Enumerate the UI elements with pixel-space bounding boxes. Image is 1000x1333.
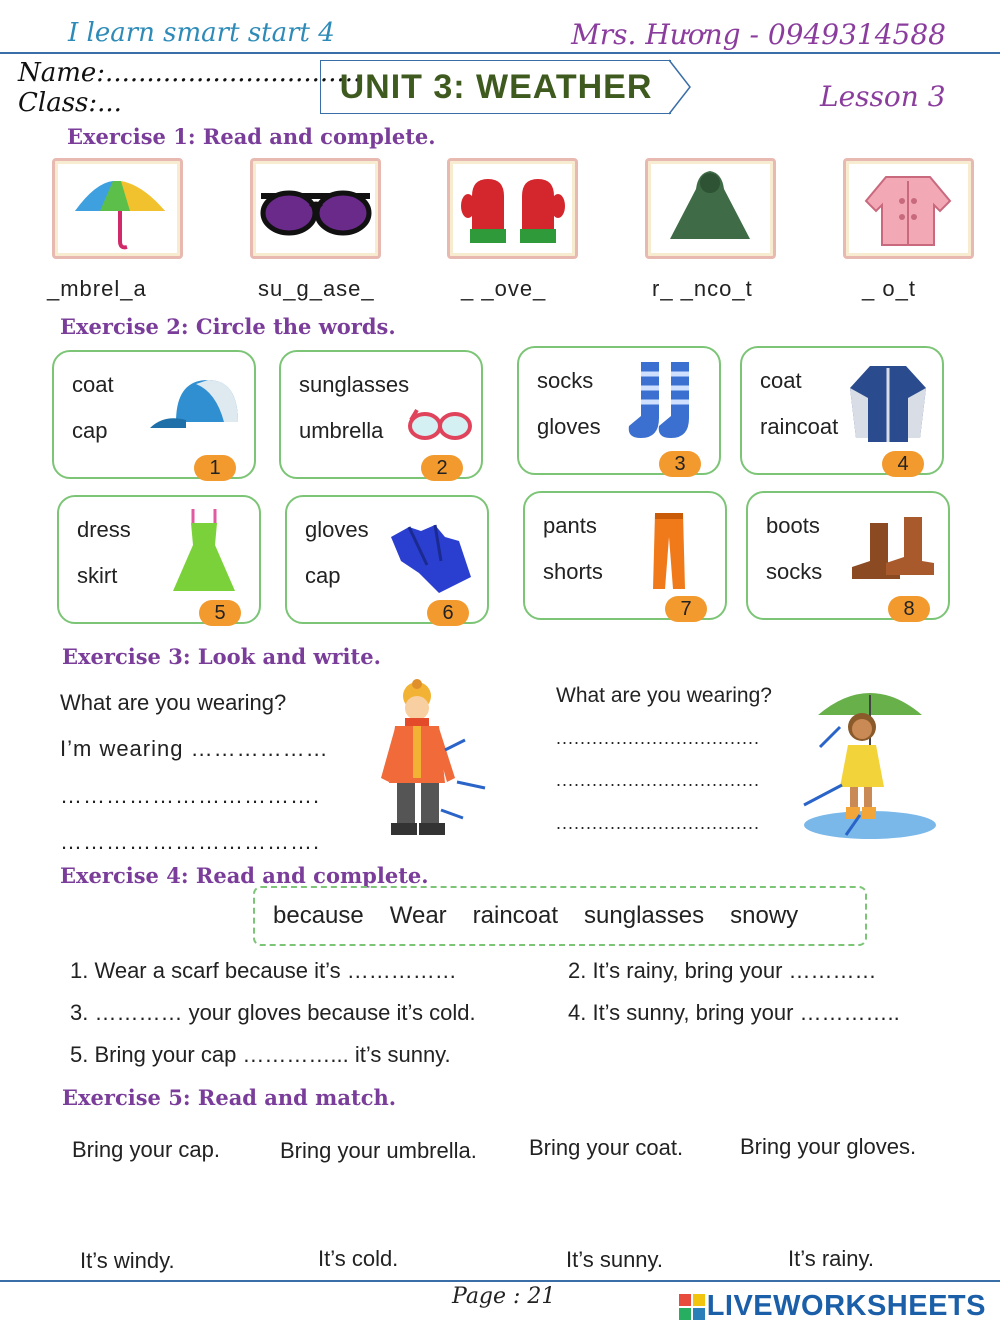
socks-icon: [611, 358, 711, 448]
card-3-number: 3: [659, 451, 701, 477]
rainy-girl-illustration: [800, 675, 940, 840]
class-field-label: Class:...: [18, 88, 122, 118]
boots-icon: [840, 503, 940, 593]
circle-card-5: [57, 495, 261, 624]
card-8-word-b[interactable]: socks: [766, 559, 823, 584]
page-number: Page : 21: [452, 1284, 556, 1309]
match-bottom-3[interactable]: It’s sunny.: [566, 1247, 664, 1272]
cap-icon: [146, 362, 246, 452]
circle-card-4: [740, 346, 944, 475]
ex4-sentence-1[interactable]: 1. Wear a scarf because it’s ……………: [70, 958, 457, 983]
ex4-sentence-2[interactable]: 2. It’s rainy, bring your …………: [568, 958, 877, 983]
liveworksheets-logo-icon: [679, 1294, 705, 1320]
card-6-word-a[interactable]: gloves: [305, 517, 369, 542]
jacket-icon: [834, 358, 934, 448]
card-2-word-a[interactable]: sunglasses: [299, 372, 410, 397]
card-6-word-b[interactable]: cap: [305, 563, 341, 588]
coat-icon: [843, 158, 974, 259]
lesson-label: Lesson 3: [820, 80, 946, 113]
ex3-left-answer-3[interactable]: …………………………….: [60, 829, 321, 854]
card-8-word-a[interactable]: boots: [766, 513, 820, 538]
card-1-word-a[interactable]: coat: [72, 372, 114, 397]
ex3-left-question: What are you wearing?: [60, 690, 287, 715]
raincoat-icon: [645, 158, 776, 259]
circle-card-3: [517, 346, 721, 475]
ex1-word-4: r_ _nco_t: [652, 276, 753, 301]
liveworksheets-brand: [679, 1290, 986, 1323]
card-4-number: 4: [882, 451, 924, 477]
card-3-word-a[interactable]: socks: [537, 368, 594, 393]
circle-card-7: [523, 491, 727, 620]
ex3-right-question: What are you wearing?: [556, 684, 772, 707]
card-8-number: 8: [888, 596, 930, 622]
match-bottom-1[interactable]: It’s windy.: [80, 1248, 175, 1273]
card-5-word-a[interactable]: dress: [77, 517, 131, 542]
ex3-right-answer-1[interactable]: ..................................: [556, 728, 761, 748]
word-bank-item: because: [273, 902, 364, 929]
match-bottom-2[interactable]: It’s cold.: [318, 1246, 399, 1271]
ex1-word-3: _ _ove_: [461, 276, 547, 301]
ex1-word-2: su_g_ase_: [258, 276, 375, 301]
match-top-2[interactable]: Bring your umbrella.: [280, 1138, 477, 1163]
winter-boy-illustration: [375, 678, 495, 843]
card-4-word-b[interactable]: raincoat: [760, 414, 839, 439]
ex2-title: Exercise 2: Circle the words.: [60, 314, 396, 339]
name-field-label: Name:...............................: [18, 58, 362, 88]
ex3-left-answer-2[interactable]: …………………………….: [60, 783, 321, 808]
dress-icon: [151, 507, 251, 597]
ex5-title: Exercise 5: Read and match.: [62, 1085, 397, 1110]
mittens-icon: [447, 158, 578, 259]
card-1-number: 1: [194, 455, 236, 481]
match-bottom-4[interactable]: It’s rainy.: [788, 1246, 874, 1271]
card-7-word-a[interactable]: pants: [543, 513, 597, 538]
match-top-4[interactable]: Bring your gloves.: [740, 1134, 917, 1159]
circle-card-8: [746, 491, 950, 620]
card-7-number: 7: [665, 596, 707, 622]
unit-title-banner: [320, 60, 671, 114]
brand-text: LIVEWORKSHEETS: [706, 1290, 986, 1322]
umbrella-icon: [52, 158, 183, 259]
card-1-word-b[interactable]: cap: [72, 418, 108, 443]
header-book-title: I learn smart start 4: [68, 18, 335, 48]
card-5-word-b[interactable]: skirt: [77, 563, 118, 588]
banner-arrow-tip: [668, 59, 692, 115]
ex4-sentence-3[interactable]: 3. ………… your gloves because it’s cold.: [70, 1000, 476, 1025]
card-2-word-b[interactable]: umbrella: [299, 418, 384, 443]
ex3-title: Exercise 3: Look and write.: [62, 644, 381, 669]
card-4-word-a[interactable]: coat: [760, 368, 802, 393]
sunglasses-icon: [373, 362, 473, 452]
ex4-sentence-5[interactable]: 5. Bring your cap …………... it’s sunny.: [70, 1042, 451, 1067]
footer-divider: [0, 1280, 1000, 1282]
card-6-number: 6: [427, 600, 469, 626]
word-bank-item: Wear: [389, 902, 447, 929]
ex3-right-answer-2[interactable]: ..................................: [556, 770, 761, 790]
word-bank-item: raincoat: [472, 902, 559, 929]
header-divider: [0, 52, 1000, 54]
card-7-word-b[interactable]: shorts: [543, 559, 603, 584]
pants-icon: [617, 503, 717, 593]
ex1-word-5: _ o_t: [862, 276, 916, 301]
gloves-icon: [379, 507, 479, 597]
header-teacher: Mrs. Hương - 0949314588: [571, 18, 946, 51]
word-bank-item: snowy: [730, 902, 799, 929]
match-top-1[interactable]: Bring your cap.: [72, 1137, 220, 1162]
ex3-right-answer-3[interactable]: ..................................: [556, 813, 761, 833]
ex1-title: Exercise 1: Read and complete.: [67, 124, 436, 149]
card-2-number: 2: [421, 455, 463, 481]
sunglasses-icon: [250, 158, 381, 259]
circle-card-2: [279, 350, 483, 479]
ex3-left-answer-1[interactable]: I’m wearing ………………: [60, 736, 329, 761]
ex4-word-bank: [253, 886, 867, 946]
ex4-title: Exercise 4: Read and complete.: [60, 863, 429, 888]
circle-card-1: [52, 350, 256, 479]
circle-card-6: [285, 495, 489, 624]
match-top-3[interactable]: Bring your coat.: [529, 1135, 684, 1160]
word-bank-item: sunglasses: [584, 902, 705, 929]
ex1-word-1: _mbrel_a: [47, 276, 147, 301]
card-5-number: 5: [199, 600, 241, 626]
card-3-word-b[interactable]: gloves: [537, 414, 601, 439]
ex4-sentence-4[interactable]: 4. It’s sunny, bring your …………..: [568, 1000, 900, 1025]
unit-title: UNIT 3: WEATHER: [339, 67, 653, 106]
